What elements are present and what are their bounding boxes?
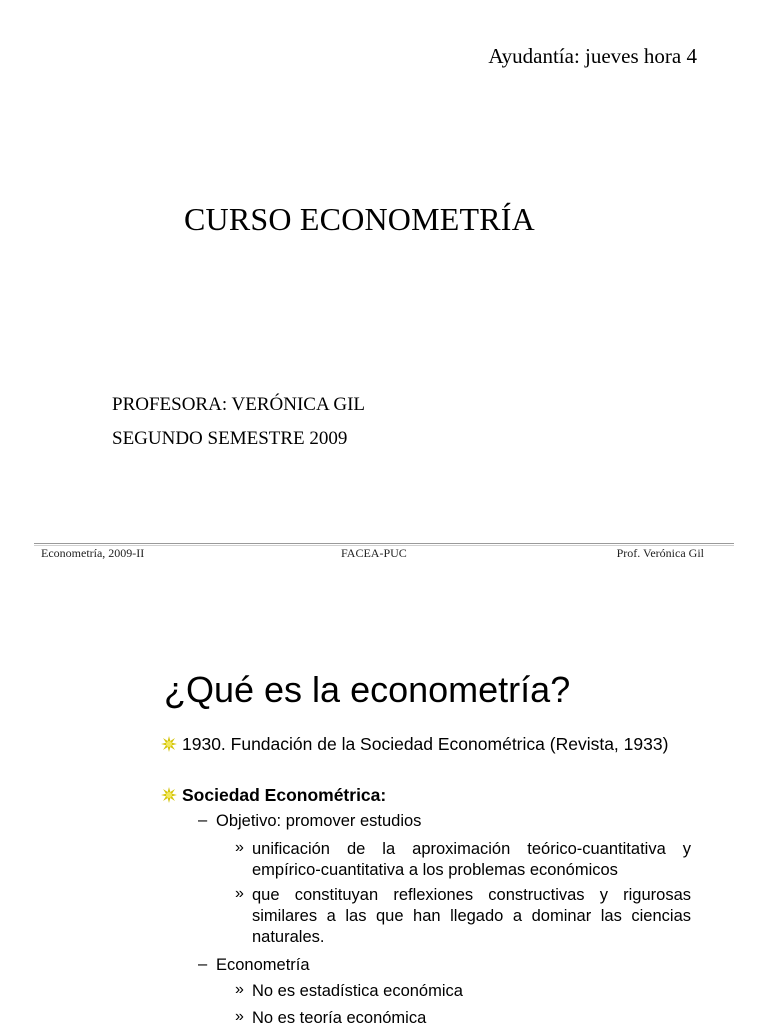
- footer-institution: FACEA-PUC: [341, 546, 407, 560]
- raquo-marker: »: [235, 981, 244, 998]
- bullet-fundacion: 1930. Fundación de la Sociedad Econométrica (Revista, 1933): [182, 734, 669, 754]
- course-title: CURSO ECONOMETRÍA: [184, 201, 535, 237]
- footer-divider: [34, 543, 734, 544]
- footer-course: Econometría, 2009-II: [41, 546, 145, 560]
- bullet-sociedad: Sociedad Econométrica:: [182, 785, 387, 805]
- professor-line: PROFESORA: VERÓNICA GIL: [112, 394, 366, 415]
- raquo-marker: »: [235, 839, 244, 856]
- sub-sub-item-unificacion: unificación de la aproximación teórico-cuantitativa y empírico-cuantitativa a los problemas económicos: [252, 840, 691, 879]
- footer-professor: Prof. Verónica Gil: [616, 546, 704, 560]
- sub-sub-item-no-estadistica: No es estadística económica: [252, 982, 463, 1000]
- sub-item-objetivo: Objetivo: promover estudios: [216, 812, 422, 830]
- sub-sub-item-reflexiones: que constituyan reflexiones constructivas y rigurosas similares a las que han llegado a dominar las ciencias naturales.: [252, 886, 691, 946]
- dash-marker: –: [198, 811, 208, 829]
- raquo-marker: »: [235, 885, 244, 902]
- raquo-marker: »: [235, 1008, 244, 1025]
- starburst-bullet-icon: [161, 736, 177, 752]
- sub-sub-item-no-teoria: No es teoría económica: [252, 1009, 427, 1027]
- ayudantia-note: Ayudantía: jueves hora 4: [488, 44, 697, 68]
- sub-item-econometria: Econometría: [216, 956, 310, 974]
- starburst-bullet-icon: [161, 787, 177, 803]
- slide-title: ¿Qué es la econometría?: [164, 669, 571, 710]
- semester-line: SEGUNDO SEMESTRE 2009: [112, 428, 348, 449]
- dash-marker: –: [198, 955, 208, 973]
